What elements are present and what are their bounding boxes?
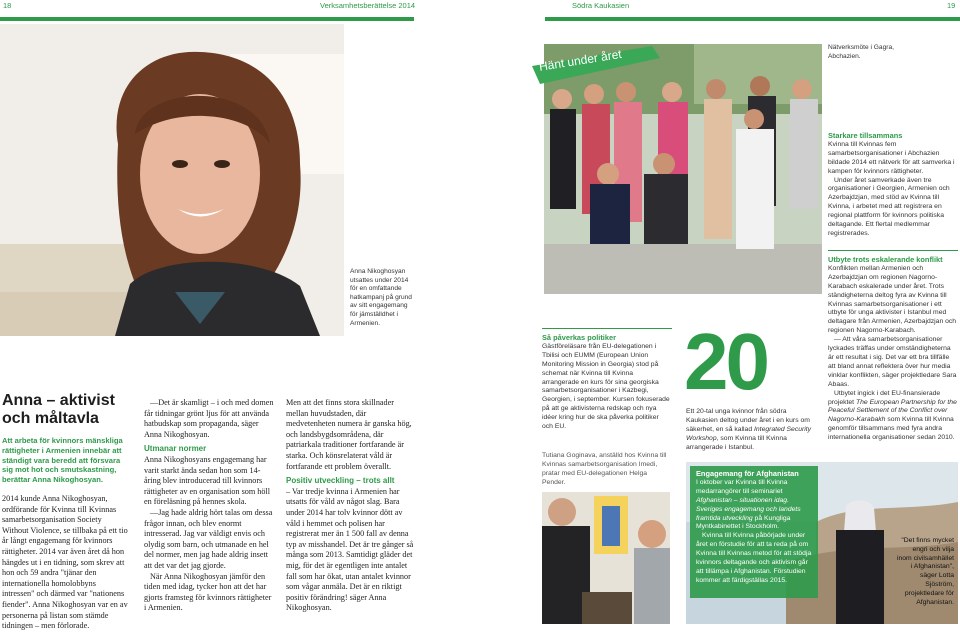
article-column-1: [2, 494, 130, 632]
block3-p1: Gästföreläsare från EU-delegationen i Tbilisi och EUMM (European Union Monitoring Mission in Georgia) stod på schemat när Kvinna till Kvinna arrangerade en kurs för sina georgiska samarbetsorganisationer i Kazbegi, Georgien, i september. Kursen fokuserade på att ge aktivisterna redskap och nya idéer kring hur de ska påverka politiker och EU.: [542, 342, 670, 431]
left-page-number: 18: [3, 1, 12, 10]
article-col2-p4: När Anna Nikoghosyan jämför den tiden med idag, tycker hon att det har gjorts framsteg för kvinnors rättigheter i Armenien.: [144, 571, 272, 613]
block-afghanistan: [696, 470, 814, 586]
block1-title: Starkare tillsammans: [828, 131, 903, 140]
block3-rule: [542, 328, 672, 329]
right-header-rule: [545, 17, 960, 21]
afg-p1-a: I oktober var Kvinna till Kvinna medarrangörer till seminariet: [696, 478, 788, 495]
number-text-a: Ett 20-tal unga kvinnor från södra Kaukasien deltog under året i en kurs om säkerhet, en så kallad: [686, 408, 810, 433]
office-photo-caption: Tutiana Goginava, anställd hos Kvinna till Kvinnas samarbetsorganisation Imedi, pratar med EU-delegationen Helga Pender.: [542, 452, 667, 486]
afg-title: Engagemang för Afghanistan: [696, 469, 799, 478]
article-column-3: [286, 398, 414, 614]
block2-p3-a: Utbytet ingick i det EU-finansierade projektet: [828, 389, 941, 406]
article-title-line1: Anna – aktivist: [2, 392, 115, 409]
article-col2-p3: —Jag hade aldrig hört talas om dessa frågor innan, och blev enormt intresserad. Jag var väldigt envis och olydig som barn, och utmanade en hel del normer, men jag hade aldrig insett att det var det jag gjorde.: [144, 507, 273, 570]
article-col3-p2: – Var tredje kvinna i Armenien har utsatts för våld av något slag. Bara under 2014 har tolv kvinnor dött av våld i hemmet och polisen har registrerat mer än 1 500 fall av denna typ av misshandel. Det är tre gånger så många som 2013. Samtidigt gläder det mig, för det är egentligen inte antalet fall som har ökat, utan antalet kvinnor som vågar anmäla. Det är en riktigt positiv förändring! säger Anna Nikoghosyan.: [286, 486, 414, 613]
article-col1-text: 2014 kunde Anna Nikoghosyan, ordförande för Kvinna till Kvinnas samarbetsorganisation Society Without Violence, se tillbaka på ett tio år långt engagemang för kvinnors rättigheter. 2014 var även året då hon hängdes ut i en tidning, som skrev att hon och 59 andra "tjänar den internationella homolobbyns intressen" och därmed var "nationens fiender". Anna Nikoghosyan var en av personerna på listan som stämde tidningen – men förlorade.: [2, 494, 128, 631]
portrait-photo: [0, 24, 344, 336]
group-photo-caption: Nätverksmöte i Gagra, Abchazien.: [828, 44, 894, 60]
afg-quote: "Det finns mycket engri och vilja inom civilsamhället i Afghanistan", säger Lotta Sjöström, projektledare för Afghanistan.: [896, 537, 954, 606]
afg-p1-italic: Afghanistan – situationen idag. Sveriges engagemang och landets framtida utveckling: [696, 496, 801, 522]
portrait-caption: Anna Nikoghosyan utsattes under 2014 för en omfattande hatkampanj på grund av sitt engagemang för jämställdhet i Armenien.: [350, 268, 412, 327]
block1-p2: Under året samverkade även tre organisationer i Georgien, Armenien och Azerbajdzjan, med stöd av Kvinna till Kvinna, i arbetet med att registrera en regional plattform för kvinnors politiska deltagande. Ett flertal medlemmar registrerades.: [828, 176, 950, 237]
block-utbyte: [828, 256, 958, 443]
afg-p2: Kvinna till Kvinna påbörjade under året en förstudie för att ta reda på om Kvinna till Kvinnas metod för att stödja kvinnors deltagande och aktivism går att tillämpa i Afghanistan. Förstudien kommer att färdigställas 2015.: [696, 532, 812, 584]
block-sa-paverkas: [542, 334, 670, 432]
block2-p3-italic: The European Partnership for the Peaceful Settlement of the Conflict over Nagorno-Karabakh: [828, 398, 957, 424]
block2-p3: [828, 390, 958, 443]
block2-p3-b: som Kvinna till Kvinna genomför tillsammans med fyra andra internationella organisationer sedan 2010.: [828, 416, 955, 442]
office-photo: [542, 492, 670, 624]
article-col2-p2: Anna Nikoghosyans engagemang har varit starkt ända sedan hon som 14-åring blev introducerad till kvinnors rättigheter av en organisation som höll en föreläsning på hennes skola.: [144, 454, 271, 507]
afg-p1: [696, 479, 814, 532]
block2-p2: — Att våra samarbetsorganisationer lyckades träffas under omständigheterna är ett resultat i sig. Det var ett bra tillfälle att bland annat reflektera över hur media vinklar konflikten, säger projektledare Sara Abaas.: [828, 336, 957, 388]
block2-p1: Konflikten mellan Armenien och Azerbajdzjan om regionen Nagorno-Karabach eskalerade under året. Trots ständigheterna deltog fyra av Kvinna till Kvinnas samarbetsorganisationer i ett utbyte för unga aktivister i Istanbul med deltagare från Armenien, Azerbajdzjan och regionen Nagorno-Karabach.: [828, 264, 957, 335]
block1-p1: Kvinna till Kvinnas fem samarbetsorganisationer i Abchazien bildade 2014 ett nätverk för att samverka i kampen för kvinnors rättigheter.: [828, 140, 955, 175]
number-text: [686, 408, 818, 453]
article-title-line2: och måltavla: [2, 410, 99, 427]
article-col3-subheading: Positiv utveckling – trots allt: [286, 476, 395, 486]
article-lead: Att arbeta för kvinnors mänskliga rättigheter i Armenien innebär att ständigt vara beredd att försvara sig mot hot och smutskastning, berättar Anna Nikoghosyan.: [2, 436, 123, 485]
right-running-title: Södra Kaukasien: [572, 1, 630, 10]
block2-rule: [828, 250, 958, 251]
afg-p1-b: på Kungliga Myntkabinettet i Stockholm.: [696, 514, 791, 531]
big-number: 20: [684, 317, 767, 406]
block-starkare-tillsammans: [828, 132, 958, 239]
article-col2-subheading: Utmanar normer: [144, 444, 207, 454]
block2-title: Utbyte trots eskalerande konflikt: [828, 255, 943, 264]
article-title: [2, 392, 115, 428]
article-column-2: [144, 398, 274, 614]
left-header-rule: [0, 17, 414, 21]
left-running-title: Verksamhetsberättelse 2014: [320, 1, 416, 10]
block3-title: Så påverkas politiker: [542, 333, 616, 342]
article-col2-p1: —Det är skamligt – i och med domen får tidningar grönt ljus för att använda hatbudskap som propaganda, säger Anna Nikoghosyan.: [144, 398, 274, 439]
banner-text: Hänt under året: [538, 46, 623, 74]
article-col3-p1: Men att det finns stora skillnader mellan huvudstaden, där medvetenheten numera är ganska hög, och landsbygdsområdena, där patriarkala traditioner fortfarande är starka. Och könsrelaterat våld är fortfarande ett problem överallt.: [286, 398, 412, 471]
number-text-b: , som Kvinna till Kvinna arrangerade i Istanbul.: [686, 434, 787, 451]
number-text-italic: Integrated Security Workshop: [686, 425, 812, 442]
right-page-number: 19: [947, 1, 956, 10]
